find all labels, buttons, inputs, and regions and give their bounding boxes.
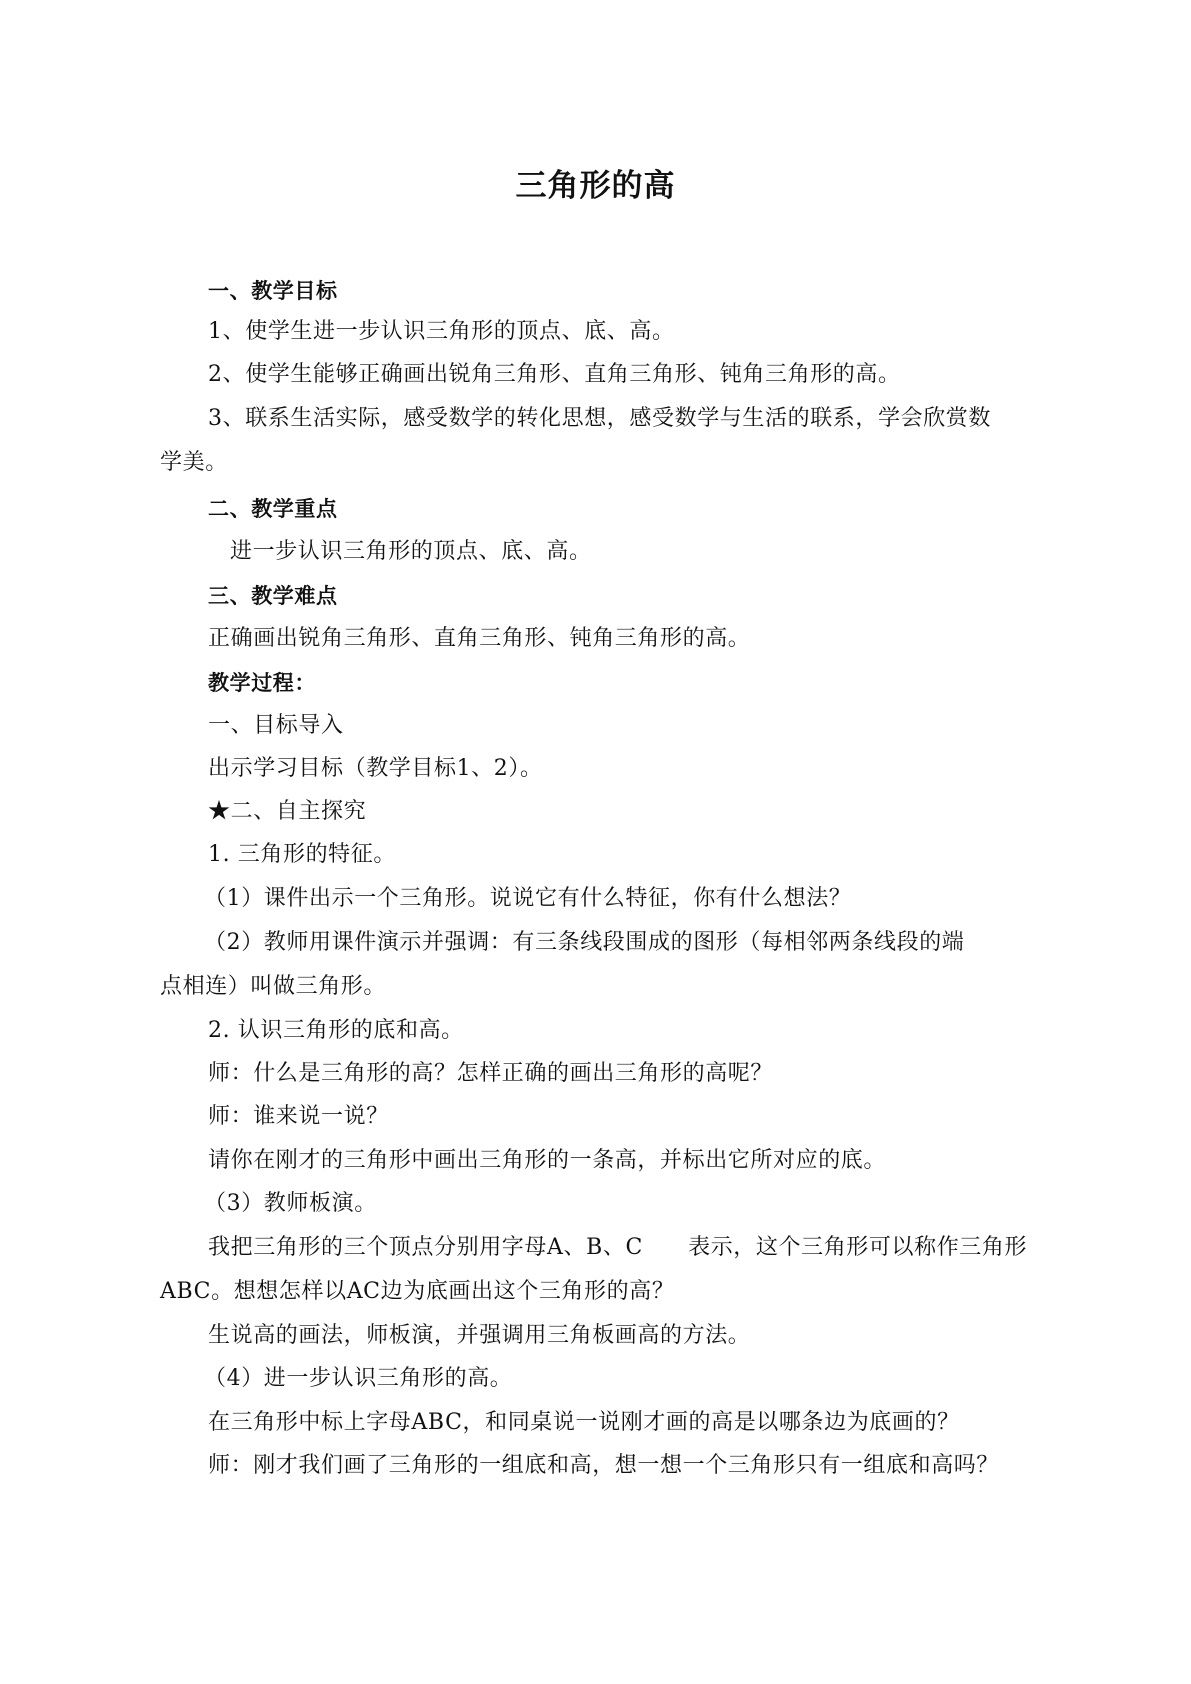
paragraph-line: 正确画出锐角三角形、直角三角形、钝角三角形的高。 (208, 626, 751, 651)
paragraph-line: 请你在刚才的三角形中画出三角形的一条高，并标出它所对应的底。 (208, 1148, 887, 1173)
section-heading-difficulties: 三、教学难点 (208, 584, 338, 608)
paragraph-line: （1）课件出示一个三角形。说说它有什么特征，你有什么想法？ (204, 886, 852, 911)
paragraph-line: 师：什么是三角形的高？怎样正确的画出三角形的高呢？ (208, 1061, 774, 1086)
paragraph-line: 一、目标导入 (208, 713, 344, 738)
paragraph-line: 点相连）叫做三角形。 (160, 974, 387, 999)
paragraph-line: 在三角形中标上字母ABC，和同桌说一说刚才画的高是以哪条边为底画的？ (208, 1410, 960, 1435)
section-heading-key-points: 二、教学重点 (208, 497, 338, 521)
section-heading-process: 教学过程： (208, 671, 316, 695)
paragraph-line: ★二、自主探究 (208, 799, 367, 824)
paragraph-line: 1. 三角形的特征。 (208, 842, 396, 867)
paragraph-line: 出示学习目标（教学目标1、2）。 (208, 756, 543, 781)
document-title: 三角形的高 (515, 168, 676, 204)
paragraph-line: 2、使学生能够正确画出锐角三角形、直角三角形、钝角三角形的高。 (208, 362, 901, 387)
paragraph-line: ABC。想想怎样以AC边为底画出这个三角形的高？ (160, 1279, 675, 1304)
paragraph-line: 2. 认识三角形的底和高。 (208, 1018, 464, 1043)
paragraph-line: 3、联系生活实际，感受数学的转化思想，感受数学与生活的联系，学会欣赏数 (208, 406, 991, 431)
paragraph-line: 我把三角形的三个顶点分别用字母A、B、C 表示，这个三角形可以称作三角形 (208, 1235, 1028, 1260)
section-heading-objectives: 一、教学目标 (208, 279, 338, 303)
paragraph-line: （3）教师板演。 (204, 1191, 377, 1216)
paragraph-line: 师：刚才我们画了三角形的一组底和高，想一想一个三角形只有一组底和高吗？ (208, 1453, 1000, 1478)
paragraph-line: 1、使学生进一步认识三角形的顶点、底、高。 (208, 319, 675, 344)
paragraph-line: 进一步认识三角形的顶点、底、高。 (230, 539, 592, 564)
paragraph-line: （4）进一步认识三角形的高。 (204, 1366, 513, 1391)
paragraph-line: 学美。 (160, 450, 228, 475)
paragraph-line: 师：谁来说一说？ (208, 1104, 389, 1129)
paragraph-line: （2）教师用课件演示并强调：有三条线段围成的图形（每相邻两条线段的端 (204, 930, 965, 955)
paragraph-line: 生说高的画法，师板演，并强调用三角板画高的方法。 (208, 1323, 751, 1348)
